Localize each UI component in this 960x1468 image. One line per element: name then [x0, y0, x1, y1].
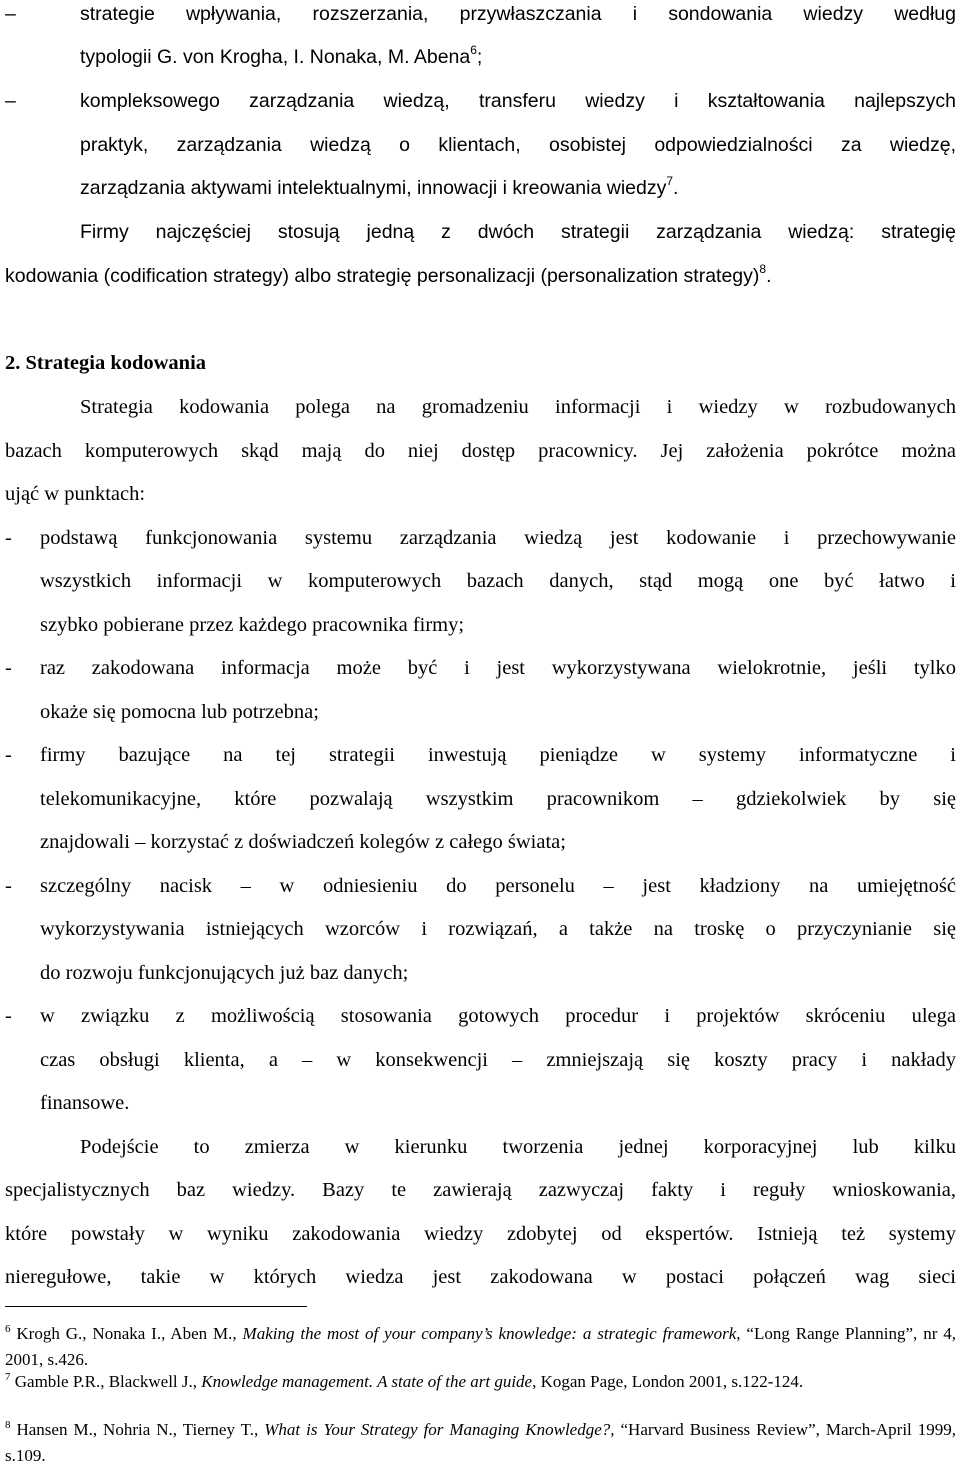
list-dash-1: –	[5, 3, 16, 25]
closing-para-line-4: nieregułowe, takie w których wiedza jest zakodowana w postaci połączeń wag sieci	[5, 1266, 956, 1288]
bullet-5-line-3: finansowe.	[40, 1092, 130, 1114]
list-item-2-line-3: zarządzania aktywami intelektualnymi, innowacji i kreowania wiedzy$^7$.	[80, 174, 679, 199]
bullet-3-line-1: firmy bazujące na tej strategii inwestują pieniądze w systemy informatyczne i	[40, 744, 956, 766]
bullet-1-line-2: wszystkich informacji w komputerowych bazach danych, stąd mogą one być łatwo i	[40, 570, 956, 592]
list-item-2-line-1: kompleksowego zarządzania wiedzą, transferu wiedzy i kształtowania najlepszych	[80, 90, 956, 112]
list-item-1-line-2: typologii G. von Krogha, I. Nonaka, M. Abena$^6$;	[80, 43, 483, 68]
section-para-line-1: Strategia kodowania polega na gromadzeniu informacji i wiedzy w rozbudowanych	[80, 396, 956, 418]
footnote-ref-6: 6	[470, 43, 477, 57]
bullet-marker-5: -	[5, 1005, 12, 1027]
footnote-8: $^8$ Hansen M., Nohria N., Tierney T., What is Your Strategy for Managing Knowledge?, “Harvard Business Review”, March-April 1999, s.109.	[5, 1419, 957, 1465]
footnote-separator	[5, 1306, 307, 1307]
closing-para-line-1: Podejście to zmierza w kierunku tworzenia jednej korporacyjnej lub kilku	[80, 1136, 956, 1158]
bullet-marker-2: -	[5, 657, 12, 679]
list-dash-2: –	[5, 90, 16, 112]
bullet-marker-1: -	[5, 527, 12, 549]
bullet-marker-4: -	[5, 875, 12, 897]
bullet-2-line-1: raz zakodowana informacja może być i jest wykorzystywana wielokrotnie, jeśli tylko	[40, 657, 956, 679]
bullet-1-line-1: podstawą funkcjonowania systemu zarządzania wiedzą jest kodowanie i przechowywanie	[40, 527, 956, 549]
bullet-2-line-2: okaże się pomocna lub potrzebna;	[40, 701, 319, 723]
closing-para-line-2: specjalistycznych baz wiedzy. Bazy te zawierają zazwyczaj fakty i reguły wnioskowania,	[5, 1179, 956, 1201]
bullet-3-line-3: znajdowali – korzystać z doświadczeń kolegów z całego świata;	[40, 831, 566, 853]
footnote-6: $^6$ Krogh G., Nonaka I., Aben M., Making the most of your company’s knowledge: a strategic framework, “Long Range Planning”, nr 4, 2001, s.426.	[5, 1323, 957, 1369]
section-para-line-2: bazach komputerowych skąd mają do niej dostęp pracownicy. Jej założenia pokrótce można	[5, 440, 956, 462]
list-item-1-line-1: strategie wpływania, rozszerzania, przywłaszczania i sondowania wiedzy według	[80, 3, 956, 25]
closing-para-line-3: które powstały w wyniku zakodowania wiedzy zdobytej od ekspertów. Istnieją też systemy	[5, 1223, 956, 1245]
bullet-5-line-1: w związku z możliwością stosowania gotowych procedur i projektów skróceniu ulega	[40, 1005, 956, 1027]
list-item-2-line-2: praktyk, zarządzania wiedzą o klientach, osobistej odpowiedzialności za wiedzę,	[80, 134, 956, 156]
bullet-3-line-2: telekomunikacyjne, które pozwalają wszystkim pracownikom – gdziekolwiek by się	[40, 788, 956, 810]
section-heading: 2. Strategia kodowania	[5, 352, 207, 374]
footnote-ref-8: 8	[759, 262, 767, 276]
bullet-marker-3: -	[5, 744, 12, 766]
footnote-7: $^7$ Gamble P.R., Blackwell J., Knowledge management. A state of the art guide, Kogan Page, London 2001, s.122-124.	[5, 1371, 804, 1391]
bullet-5-line-2: czas obsługi klienta, a – w konsekwencji – zmniejszają się koszty pracy i nakłady	[40, 1049, 956, 1071]
bullet-4-line-1: szczególny nacisk – w odniesieniu do personelu – jest kładziony na umiejętność	[40, 875, 956, 897]
footnote-ref-7: 7	[666, 174, 674, 188]
bullet-1-line-3: szybko pobierane przez każdego pracownika firmy;	[40, 614, 465, 636]
bullet-4-line-3: do rozwoju funkcjonujących już baz danych;	[40, 962, 409, 984]
para-1-line-2: kodowania (codification strategy) albo strategię personalizacji (personalization strategy)$^8$.	[5, 262, 772, 287]
section-para-line-3: ująć w punktach:	[5, 483, 146, 505]
para-1-line-1: Firmy najczęściej stosują jedną z dwóch strategii zarządzania wiedzą: strategię	[80, 221, 956, 243]
bullet-4-line-2: wykorzystywania istniejących wzorców i rozwiązań, a także na troskę o przyczynianie się	[40, 918, 956, 940]
